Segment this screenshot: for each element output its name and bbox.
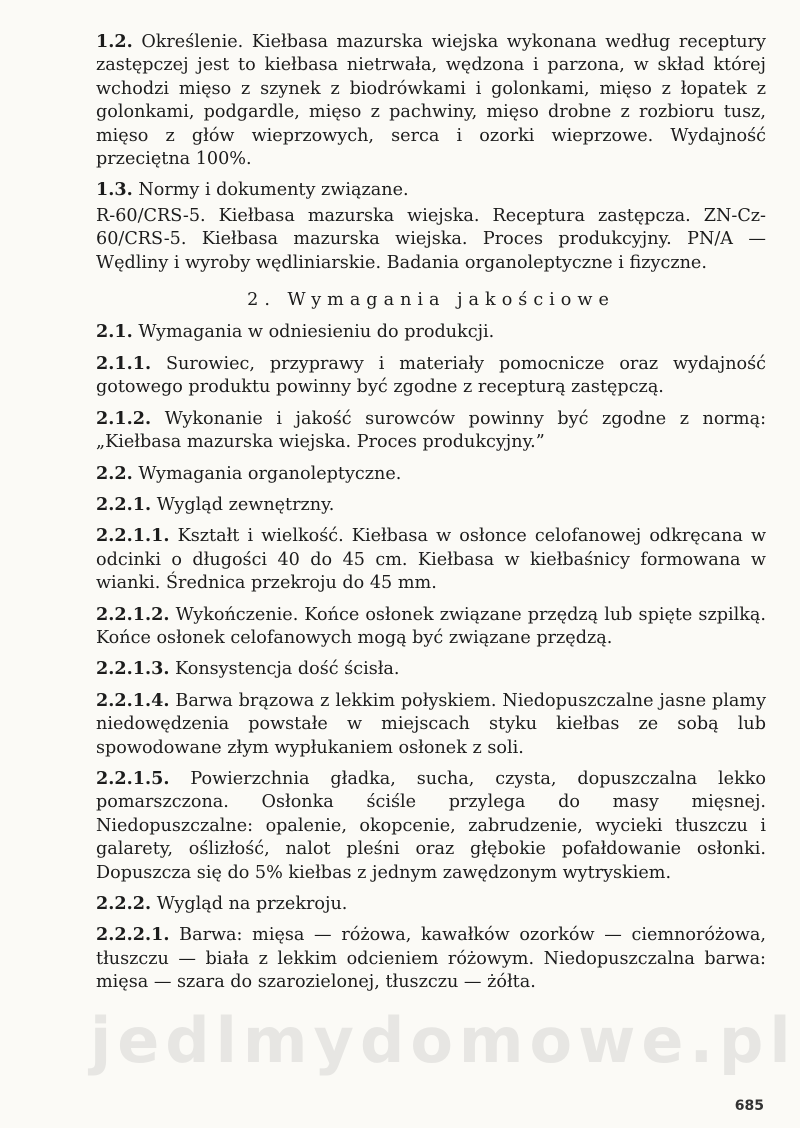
section-heading: 2. Wymagania jakościowe (247, 290, 615, 311)
paragraph-2-1-2 (96, 407, 766, 455)
section-number: 2.1.2. (96, 407, 152, 429)
paragraph-2-2-2-1 (96, 923, 766, 994)
paragraph-text: Barwa brązowa z lekkim połyskiem. Niedopuszczalne jasne plamy niedowędzenia powstałe w miejscach styku kiełbas ze sobą lub spowodowane złym wypłukaniem osłonek z soli. (96, 690, 767, 758)
paragraph-text: Powierzchnia gładka, sucha, czysta, dopuszczalna lekko pomarszczona. Osłonka ściśle przylega do masy mięsnej. Niedopuszczalne: opalenie, okopcenie, zabrudzenie, wycieki tłuszczu i galarety, oślizłość, nalot pleśni oraz głębokie pofałdowanie osłonki. Dopuszcza się do 5% kiełbas z jednym zawędzonym wytryskiem. (96, 768, 766, 883)
section-number: 2.2. (96, 462, 133, 484)
section-number: 2.2.2.1. (96, 924, 170, 946)
section-number: 2.2.1. (96, 493, 152, 515)
paragraph-text: Wymagania w odniesieniu do produkcji. (138, 322, 495, 343)
paragraph-text: Wykonanie i jakość surowców powinny być zgodne z normą: „Kiełbasa mazurska wiejska. Proces produkcyjny.” (96, 408, 766, 453)
paragraph-text: Wygląd na przekroju. (156, 894, 348, 914)
paragraph-text: Kształt i wielkość. Kiełbasa w osłonce celofanowej odkręcana w odcinki o długości 40 do 45 cm. Kiełbasa w kiełbaśnicy formowana w wianki. Średnica przekroju do 45 mm. (96, 526, 766, 594)
paragraph-2-1-1 (96, 352, 766, 400)
paragraph-text: Wykończenie. Końce osłonek związane przędzą lub spięte szpilką. Końce osłonek celofanowych mogą być związane przędzą. (96, 604, 766, 648)
paragraph-text: Barwa: mięsa — różowa, kawałków ozorków — ciemnoróżowa, tłuszczu — biała z lekkim odcieniem różowym. Niedopuszczalna barwa: mięsa — szara do szarozielonej, tłuszczu — żółta. (96, 925, 767, 993)
section-number: 2.1. (96, 321, 133, 343)
paragraph-2-2-1 (96, 493, 766, 517)
paragraph-text: Określenie. Kiełbasa mazurska wiejska wykonana według receptury zastępczej jest to kiełbasa nietrwała, wędzona i parzona, w skład której wchodzi mięso z szynek z biodrówkami i golonkami, mięso z łopatek z golonkami, podgardle, mięso z pachwiny, mięso drobne z rozbioru tusz, mięso z głów wieprzowych, serca i ozorki wieprzowe. Wydajność przeciętna 100%. (96, 32, 766, 170)
paragraph-text: Konsystencja dość ścisła. (175, 659, 400, 680)
document-page (96, 30, 766, 1002)
paragraph-2-2-1-2 (96, 603, 766, 651)
paragraph-text: Wygląd zewnętrzny. (156, 494, 335, 515)
section-number: 1.2. (96, 31, 133, 52)
paragraph-1-2 (96, 30, 766, 171)
section-number: 2.2.2. (96, 893, 152, 914)
paragraph-2-2 (96, 462, 766, 486)
paragraph-2-2-1-3 (96, 657, 766, 681)
paragraph-text: R-60/CRS-5. Kiełbasa mazurska wiejska. Receptura zastępcza. ZN-Cz-60/CRS-5. Kiełbasa mazurska wiejska. Proces produkcyjny. PN/A — Wędliny i wyroby wędliniarskie. Badania organoleptyczne i fizyczne. (96, 205, 766, 273)
paragraph-2-2-2 (96, 892, 766, 916)
section-number: 2.2.1.3. (96, 658, 170, 680)
paragraph-1-3 (96, 178, 766, 202)
section-number: 2.2.1.5. (96, 767, 170, 789)
page-number: 685 (734, 1098, 764, 1114)
watermark: jedlmydomowe.pl (90, 1004, 797, 1077)
paragraph-2-1 (96, 320, 766, 344)
section-number: 1.3. (96, 179, 133, 201)
paragraph-text: Surowiec, przyprawy i materiały pomocnicze oraz wydajność gotowego produktu powinny być zgodne z recepturą zastępczą. (96, 353, 766, 398)
paragraph-2-2-1-4 (96, 689, 766, 760)
section-number: 2.2.1.2. (96, 603, 170, 625)
section-number: 2.2.1.4. (96, 689, 170, 711)
paragraph-text: Normy i dokumenty związane. (138, 180, 409, 201)
paragraph-standards-list (96, 205, 766, 275)
paragraph-2-2-1-1 (96, 524, 766, 595)
section-number: 2.2.1.1. (96, 525, 170, 547)
paragraph-text: Wymagania organoleptyczne. (138, 463, 402, 484)
paragraph-2-2-1-5 (96, 767, 766, 885)
section-number: 2.1.1. (96, 352, 152, 374)
